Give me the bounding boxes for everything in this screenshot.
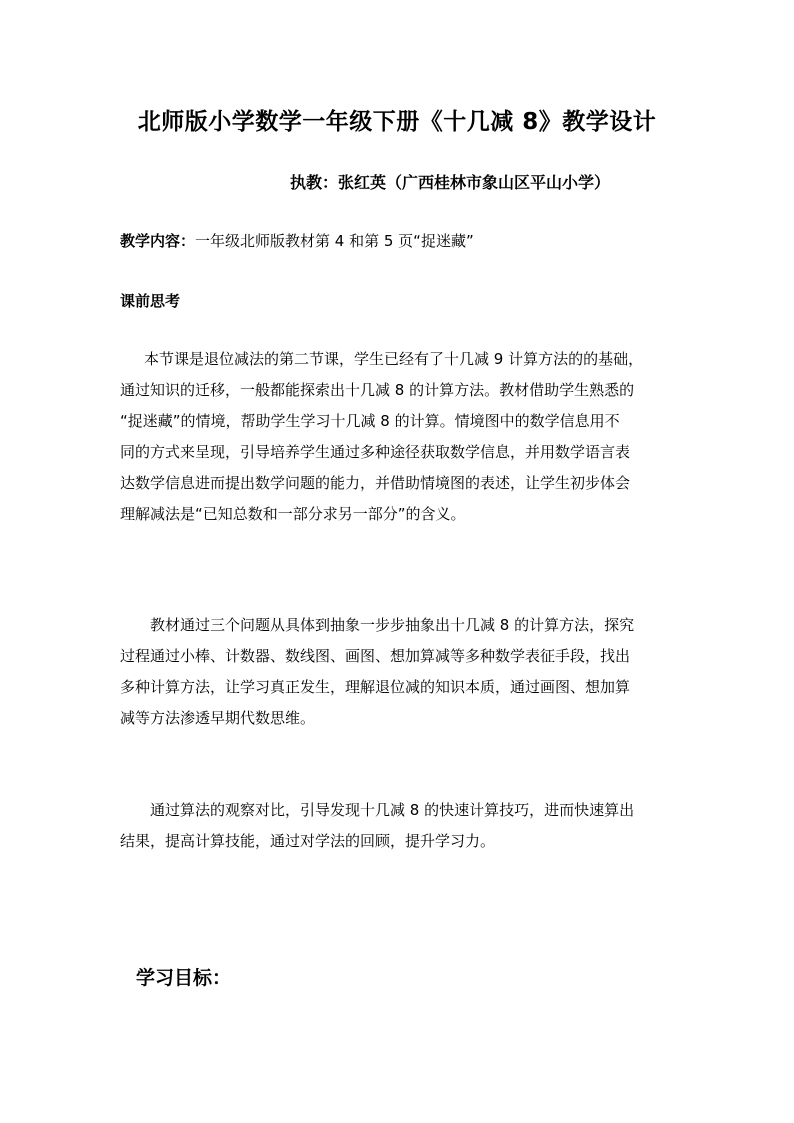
teaching-content-line (120, 230, 474, 251)
paragraph-line: 同的方式来呈现，引导培养学生通过多种途径获取数学信息，并用数学语言表 (120, 443, 631, 461)
paragraph-line: “捉迷藏”的情境，帮助学生学习十几减 8 的计算。情境图中的数学信息用不 (120, 412, 620, 430)
paragraph-line: 教材通过三个问题从具体到抽象一步步抽象出十几减 8 的计算方法，探究 (150, 616, 635, 634)
section-heading-learning-goals: 学习目标： (136, 967, 232, 989)
section-heading-pre-class: 课前思考 (120, 292, 181, 310)
teaching-content-text: 一年级北师版教材第 4 和第 5 页“捉迷藏” (195, 232, 474, 250)
paragraph-line: 通过知识的迁移，一般都能探索出十几减 8 的计算方法。教材借助学生熟悉的 (120, 381, 635, 399)
paragraph-line: 多种计算方法，让学习真正发生，理解退位减的知识本质，通过画图、想加算 (120, 678, 631, 696)
paragraph-line: 减等方法渗透早期代数思维。 (120, 709, 316, 727)
document-title: 北师版小学数学一年级下册《十几减 8》教学设计 (137, 109, 657, 135)
paragraph-line: 本节课是退位减法的第二节课，学生已经有了十几减 9 计算方法的的基础， (144, 350, 644, 368)
paragraph-line: 理解减法是“已知总数和一部分求另一部分”的含义。 (120, 505, 466, 523)
author-line: 执教：张红英（广西桂林市象山区平山小学） (289, 173, 610, 192)
paragraph-line: 过程通过小棒、计数器、数线图、画图、想加算减等多种数学表征手段，找出 (120, 647, 631, 665)
paragraph-line: 通过算法的观察对比，引导发现十几减 8 的快速计算技巧，进而快速算出 (150, 801, 635, 819)
paragraph-line: 达数学信息进而提出数学问题的能力，并借助情境图的表述，让学生初步体会 (120, 474, 631, 492)
paragraph-line: 结果，提高计算技能，通过对学法的回顾，提升学习力。 (120, 832, 496, 850)
paragraph-pre-class-2 (120, 610, 675, 734)
teaching-content-label: 教学内容： (120, 232, 196, 250)
paragraph-pre-class-1 (120, 344, 675, 530)
paragraph-pre-class-3 (120, 795, 675, 857)
